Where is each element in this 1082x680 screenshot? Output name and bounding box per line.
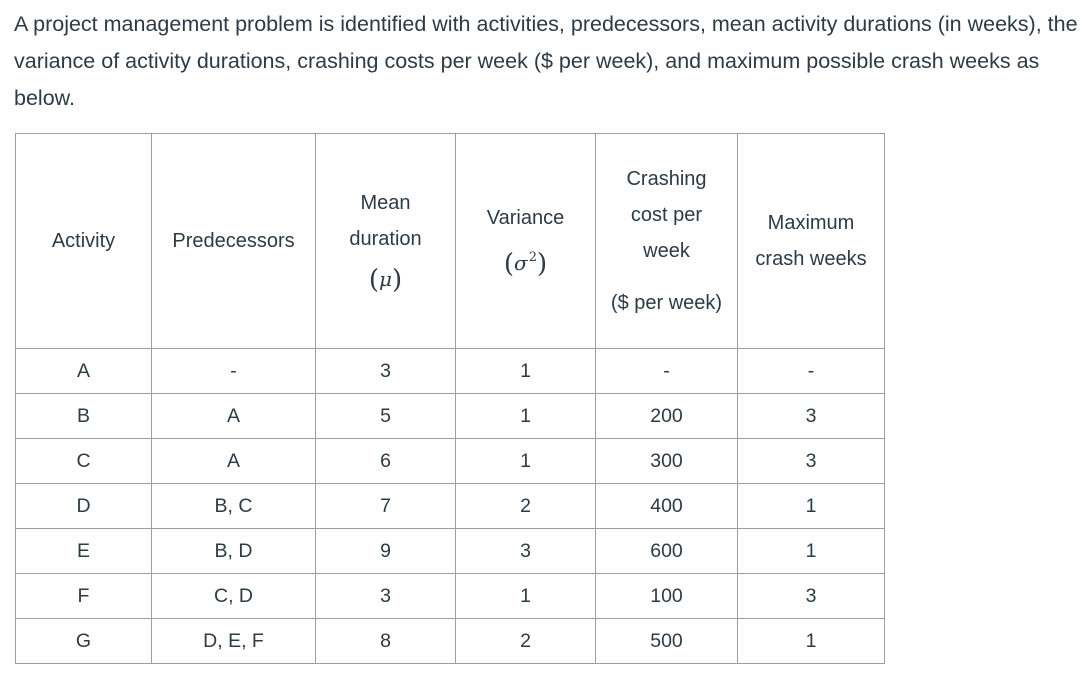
sigma-exponent: 2 <box>528 250 537 265</box>
cell-activity: A <box>16 349 152 394</box>
header-max-crash <box>738 134 885 349</box>
header-mean-line2: duration <box>349 227 422 250</box>
table-row <box>16 529 885 574</box>
cell-variance: 2 <box>456 484 596 529</box>
header-max-crash-line1: Maximum <box>767 212 855 234</box>
cell-max-crash: - <box>738 349 885 394</box>
table-row <box>16 484 885 529</box>
cell-mean: 5 <box>316 394 456 439</box>
cell-variance: 3 <box>456 529 596 574</box>
cell-max-crash: 1 <box>738 529 885 574</box>
header-predecessors-label: Predecessors <box>172 230 295 252</box>
cell-activity: B <box>16 394 152 439</box>
cell-mean: 8 <box>316 619 456 664</box>
cell-max-crash: 3 <box>738 439 885 484</box>
cell-variance: 1 <box>456 349 596 394</box>
header-variance <box>456 134 596 349</box>
cell-max-crash: 3 <box>738 574 885 619</box>
table-row <box>16 349 885 394</box>
cell-mean: 7 <box>316 484 456 529</box>
cell-predecessors: A <box>152 394 316 439</box>
cell-crash-cost: 400 <box>596 484 738 529</box>
table-row <box>16 574 885 619</box>
cell-crash-cost: - <box>596 349 738 394</box>
cell-crash-cost: 600 <box>596 529 738 574</box>
header-crash-cost-line3: week <box>643 240 690 262</box>
cell-activity: F <box>16 574 152 619</box>
cell-predecessors: C, D <box>152 574 316 619</box>
cell-crash-cost: 500 <box>596 619 738 664</box>
table-row <box>16 619 885 664</box>
problem-statement: A project management problem is identified with activities, predecessors, mean activity durations (in weeks), the variance of activity durations, crashing costs per week ($ per week), and maximum possible crash weeks as below. <box>14 12 1078 110</box>
cell-variance: 1 <box>456 394 596 439</box>
header-crash-cost <box>596 134 738 349</box>
cell-variance: 2 <box>456 619 596 664</box>
activity-table <box>15 133 885 664</box>
table-row <box>16 394 885 439</box>
cell-activity: E <box>16 529 152 574</box>
header-variance-line1: Variance <box>486 207 565 229</box>
cell-predecessors: - <box>152 349 316 394</box>
cell-mean: 6 <box>316 439 456 484</box>
header-crash-cost-line1: Crashing <box>626 168 707 190</box>
header-crash-cost-line2: cost per <box>630 204 703 226</box>
table-row <box>16 439 885 484</box>
cell-mean: 9 <box>316 529 456 574</box>
cell-predecessors: B, D <box>152 529 316 574</box>
header-mean-duration <box>316 134 456 349</box>
cell-crash-cost: 200 <box>596 394 738 439</box>
header-predecessors <box>152 134 316 349</box>
cell-crash-cost: 300 <box>596 439 738 484</box>
cell-max-crash: 1 <box>738 484 885 529</box>
cell-activity: C <box>16 439 152 484</box>
cell-crash-cost: 100 <box>596 574 738 619</box>
header-activity <box>16 134 152 349</box>
cell-mean: 3 <box>316 574 456 619</box>
header-activity-label: Activity <box>51 230 116 252</box>
cell-predecessors: A <box>152 439 316 484</box>
header-mean-line1: Mean <box>360 191 411 214</box>
cell-mean: 3 <box>316 349 456 394</box>
mu-symbol: μ <box>379 266 392 291</box>
header-crash-cost-unit: ($ per week) <box>610 292 723 314</box>
cell-variance: 1 <box>456 574 596 619</box>
cell-max-crash: 3 <box>738 394 885 439</box>
header-max-crash-line2: crash weeks <box>755 248 867 270</box>
cell-activity: G <box>16 619 152 664</box>
sigma-symbol: σ <box>514 251 528 275</box>
variance-symbol: $(\sigma^2)$ <box>503 249 548 279</box>
cell-max-crash: 1 <box>738 619 885 664</box>
cell-predecessors: D, E, F <box>152 619 316 664</box>
cell-activity: D <box>16 484 152 529</box>
cell-predecessors: B, C <box>152 484 316 529</box>
cell-variance: 1 <box>456 439 596 484</box>
mean-symbol: (μ) <box>368 264 403 295</box>
table-header-row <box>16 134 885 349</box>
